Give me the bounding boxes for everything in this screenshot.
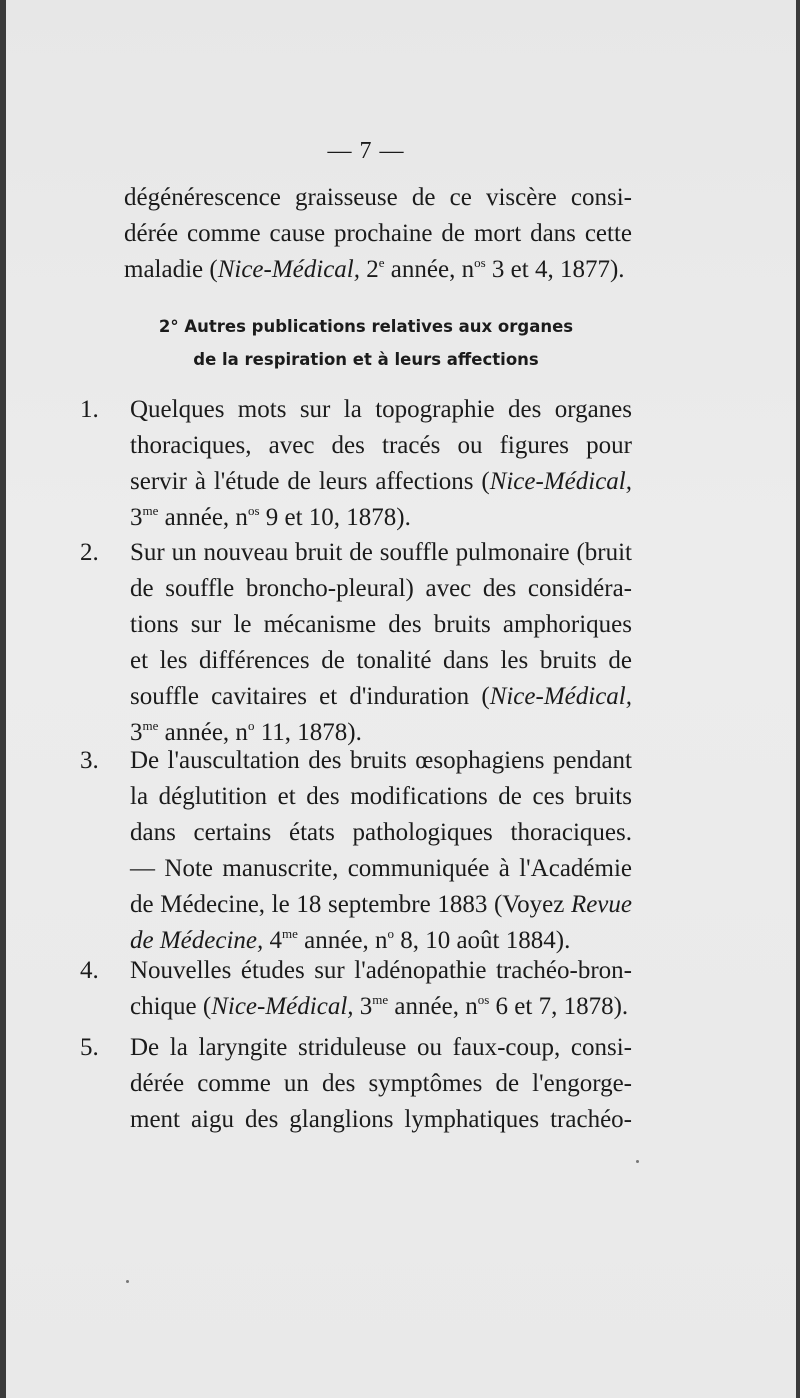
section-heading-line: de la respiration et à leurs affections bbox=[193, 350, 539, 369]
text-line: ment aigu des glanglions lymphatiques trachéo- bbox=[130, 1106, 632, 1133]
text-line: De l'auscultation des bruits œsophagiens pendant bbox=[130, 747, 632, 774]
paper-speck bbox=[126, 1280, 129, 1283]
journal-title: Nice-Médical, bbox=[489, 468, 632, 495]
text-line: de Médecine, $4^{me}$ année, $n^o$ 8, 10 août 1884). bbox=[130, 926, 571, 954]
journal-title: Nice-Médical, bbox=[489, 683, 632, 710]
text-line: dérée comme cause prochaine de mort dans cette bbox=[124, 220, 632, 247]
item-number: 2. bbox=[80, 539, 99, 566]
text-line: et les différences de tonalité dans les bruits de bbox=[130, 647, 632, 674]
journal-title: Revue bbox=[570, 891, 632, 918]
page-number: — 7 — bbox=[327, 138, 405, 164]
text-line: Sur un nouveau bruit de souffle pulmonaire (bruit bbox=[130, 539, 632, 566]
item-number: 3. bbox=[80, 747, 99, 774]
text-line: Quelques mots sur la topographie des organes bbox=[130, 396, 632, 423]
item-text bbox=[130, 392, 632, 536]
journal-title: Nice-Médical, bbox=[217, 256, 361, 283]
journal-title: Nice-Médical, bbox=[211, 993, 354, 1020]
text-line: servir à l'étude de leurs affections (Nice-Médical, bbox=[130, 468, 632, 495]
item-text bbox=[130, 1030, 632, 1138]
text-line: Nouvelles études sur l'adénopathie trachéo-bron- bbox=[130, 957, 632, 984]
text-line: maladie (Nice-Médical, 2e année, $n^{os}$ 3 et 4, 1877). bbox=[124, 255, 625, 283]
text-line: De la laryngite striduleuse ou faux-coup, consi- bbox=[130, 1034, 632, 1061]
book-page bbox=[6, 0, 796, 1398]
text-line: la déglutition et des modifications de ces bruits bbox=[130, 783, 632, 810]
journal-title: de Médecine, bbox=[130, 927, 264, 954]
text-line: thoraciques, avec des tracés ou figures pour bbox=[130, 432, 632, 459]
item-text bbox=[130, 535, 632, 751]
intro-paragraph bbox=[124, 180, 632, 288]
text-line: dégénérescence graisseuse de ce viscère consi- bbox=[124, 184, 632, 211]
text-line: — Note manuscrite, communiquée à l'Académie bbox=[130, 855, 632, 882]
text-line: dérée comme un des symptômes de l'engorge- bbox=[130, 1070, 632, 1097]
text-line: de souffle broncho-pleural) avec des considéra- bbox=[130, 575, 632, 602]
text-line: souffle cavitaires et d'induration (Nice-Médical, bbox=[130, 683, 632, 710]
text-line: tions sur le mécanisme des bruits amphoriques bbox=[130, 611, 632, 638]
paper-speck bbox=[636, 1160, 639, 1163]
item-text bbox=[130, 743, 632, 959]
text-line: $3^{me}$ année, $n^o$ 11, 1878). bbox=[130, 718, 362, 746]
item-number: 4. bbox=[80, 957, 99, 984]
text-line: $3^{me}$ année, $n^{os}$ 9 et 10, 1878). bbox=[130, 503, 411, 531]
item-number: 5. bbox=[80, 1034, 99, 1061]
text-line: dans certains états pathologiques thoraciques. bbox=[130, 819, 632, 846]
text-line: chique (Nice-Médical, $3^{me}$ année, $n^{os}$ 6 et 7, 1878). bbox=[130, 992, 629, 1020]
item-number: 1. bbox=[80, 396, 99, 423]
text-line: de Médecine, le 18 septembre 1883 (Voyez Revue bbox=[130, 891, 632, 918]
section-heading-line: 2° Autres publications relatives aux organes bbox=[158, 317, 574, 336]
section-heading bbox=[106, 310, 626, 376]
item-text bbox=[130, 953, 632, 1025]
